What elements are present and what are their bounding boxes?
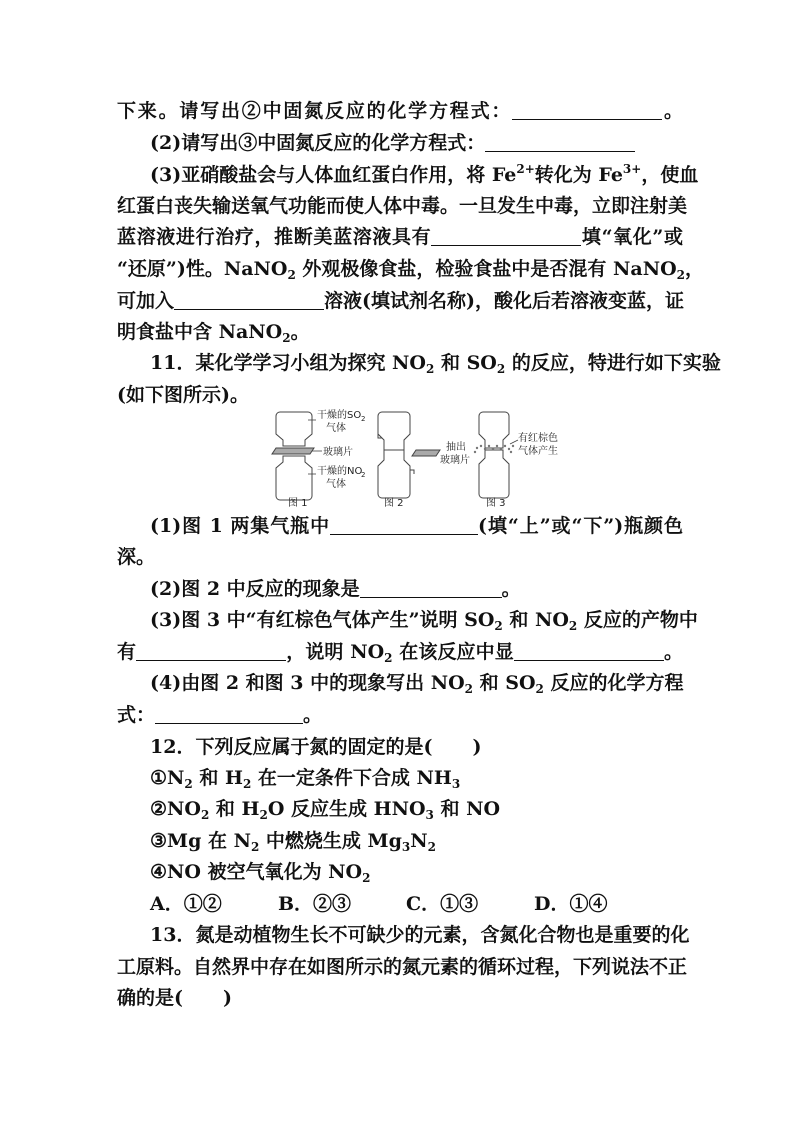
answer-blank[interactable] [174, 291, 324, 310]
svg-text:干燥的SO: 干燥的SO [317, 410, 362, 421]
choice-a[interactable]: A．①② [150, 893, 222, 915]
svg-text:干燥的NO: 干燥的NO [317, 466, 363, 477]
choices-row [150, 889, 683, 919]
text-line: 确的是( ) [117, 987, 232, 1009]
answer-blank[interactable] [431, 227, 581, 246]
svg-text:玻璃片: 玻璃片 [323, 447, 353, 458]
answer-blank[interactable] [485, 133, 635, 152]
question-13-title: 13．氮是动植物生长不可缺少的元素，含氮化合物也是重要的化 [150, 924, 690, 946]
answer-blank[interactable] [136, 642, 286, 661]
text-line: (3)亚硝酸盐会与人体血红蛋白作用，将 $Fe^{2+}$转化为 $Fe^{3+}$，使血 [150, 162, 699, 186]
text-line: “还原”)性。NaNO$_2$ 外观极像食盐，检验食盐中是否混有 NaNO$_2$， [117, 258, 705, 282]
svg-text:气体: 气体 [326, 423, 346, 434]
question-12-title: 12．下列反应属于氮的固定的是( ) [150, 736, 482, 758]
text-line: (2)请写出③中固氮反应的化学方程式： [150, 128, 683, 158]
gas-bottle-bottom-2 [378, 450, 410, 498]
question-11-title: 11．某化学学习小组为探究 $NO_2$ 和 $SO_2$ 的反应，特进行如下实验 [150, 352, 721, 376]
svg-text:有红棕色: 有红棕色 [518, 433, 558, 444]
answer-blank[interactable] [514, 642, 664, 661]
svg-text:2: 2 [361, 471, 366, 479]
option-4: ④NO 被空气氧化为 $NO_2$ [150, 861, 371, 885]
gas-bottle-bottom [276, 456, 312, 500]
experiment-figure [270, 408, 572, 508]
option-3: ③Mg 在 $N_2$ 中燃烧生成 $Mg_3N_2$ [150, 830, 436, 854]
answer-blank[interactable] [155, 705, 303, 724]
option-1: $①N_2$ 和 $H_2$ 在一定条件下合成 $NH_3$ [150, 767, 461, 791]
gas-bottle-top-2 [378, 412, 410, 450]
svg-text:气体产生: 气体产生 [518, 446, 558, 457]
text-line: 有 ，说明 $NO_2$ 在该反应中显 。 [117, 641, 683, 665]
svg-text:图 1: 图 1 [288, 498, 308, 508]
pulled-glass-plate [412, 450, 440, 456]
choice-d[interactable]: D．①④ [534, 893, 608, 915]
choice-b[interactable]: B．②③ [278, 893, 352, 915]
text-line: 工原料。自然界中存在如图所示的氮元素的循环过程，下列说法不正 [117, 956, 688, 978]
subquestion-1: (1)图 1 两集气瓶中 (填“上”或“下”)瓶颜色 [150, 515, 683, 537]
glass-plate [272, 448, 314, 454]
answer-blank[interactable] [512, 101, 662, 120]
answer-blank[interactable] [360, 579, 502, 598]
answer-blank[interactable] [330, 516, 478, 535]
svg-text:玻璃片: 玻璃片 [440, 455, 470, 466]
text-line: 可加入 溶液(填试剂名称)，酸化后若溶液变蓝，证 [117, 290, 684, 312]
choice-c[interactable]: C．①③ [406, 893, 479, 915]
gas-bottle-top-3 [479, 412, 509, 448]
text-line: 明食盐中含 NaNO$_2$。 [117, 321, 310, 345]
svg-text:图 2: 图 2 [384, 498, 404, 508]
option-2: $②NO_2$ 和 $H_2O$ 反应生成 $HNO_3$ 和 NO [150, 798, 501, 822]
svg-text:气体: 气体 [326, 479, 346, 490]
text-line: 深。 [117, 546, 156, 568]
gas-bottle-bottom-3 [479, 450, 509, 498]
gas-bottle-top [276, 412, 312, 446]
svg-text:2: 2 [361, 415, 366, 423]
text-line: 红蛋白丧失输送氧气功能而使人体中毒。一旦发生中毒，立即注射美 [117, 195, 688, 217]
svg-text:抽出: 抽出 [446, 442, 466, 453]
text-line: 蓝溶液进行治疗，推断美蓝溶液具有 填“氧化”或 [117, 226, 683, 248]
text-line: (如下图所示)。 [117, 384, 249, 406]
subquestion-3: (3)图 3 中“有红棕色气体产生”说明 $SO_2$ 和 $NO_2$ 反应的产物中 [150, 609, 698, 633]
svg-text:图 3: 图 3 [486, 498, 506, 508]
text-line: 式： 。 [117, 704, 323, 726]
subquestion-4: (4)由图 2 和图 3 中的现象写出 $NO_2$ 和 $SO_2$ 反应的化学方程 [150, 672, 684, 696]
subquestion-2: (2)图 2 中反应的现象是 。 [150, 578, 521, 600]
text-line: 下来。请写出②中固氮反应的化学方程式： 。 [117, 100, 683, 122]
